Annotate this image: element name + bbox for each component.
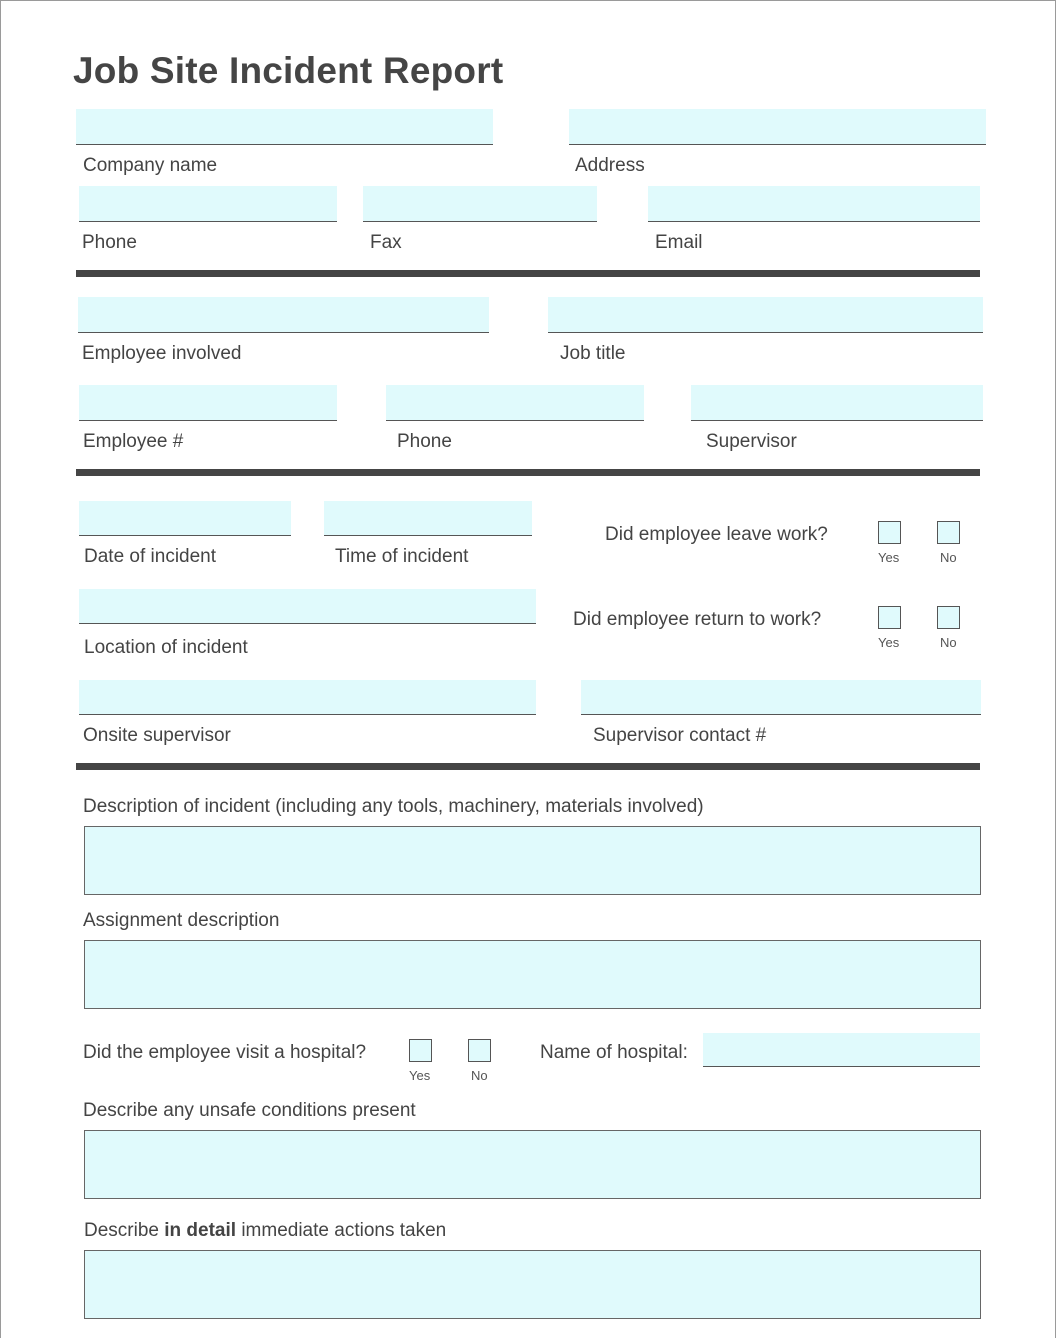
form-title: Job Site Incident Report (73, 50, 504, 91)
hospital-no-checkbox[interactable] (468, 1039, 491, 1062)
section-divider-3 (76, 763, 980, 770)
description-textarea[interactable] (84, 826, 981, 895)
actions-taken-textarea[interactable] (84, 1250, 981, 1319)
supervisor-field[interactable] (691, 385, 983, 421)
address-label: Address (575, 155, 645, 176)
employee-number-label: Employee # (83, 431, 184, 452)
return-work-yes-label: Yes (878, 635, 900, 650)
address-field[interactable] (569, 109, 986, 145)
location-of-incident-field[interactable] (79, 589, 536, 624)
company-phone-label: Phone (82, 232, 137, 253)
supervisor-label: Supervisor (706, 431, 797, 452)
assignment-label: Assignment description (83, 910, 280, 931)
location-of-incident-label: Location of incident (84, 637, 248, 658)
company-name-field[interactable] (76, 109, 493, 145)
actions-emphasis: in detail (164, 1220, 237, 1241)
leave-work-yes-checkbox[interactable] (878, 521, 901, 544)
employee-number-field[interactable] (79, 385, 337, 421)
company-phone-field[interactable] (79, 186, 337, 222)
section-divider-1 (76, 270, 980, 277)
return-work-no-checkbox[interactable] (937, 606, 960, 629)
time-of-incident-label: Time of incident (335, 546, 469, 567)
date-of-incident-field[interactable] (79, 501, 291, 536)
email-field[interactable] (648, 186, 980, 222)
onsite-supervisor-label: Onsite supervisor (83, 725, 231, 746)
job-title-label: Job title (560, 343, 626, 364)
actions-taken-label (84, 1221, 446, 1240)
supervisor-contact-field[interactable] (581, 680, 981, 715)
section-divider-2 (76, 469, 980, 476)
return-work-question: Did employee return to work? (573, 609, 822, 630)
employee-involved-field[interactable] (78, 297, 489, 333)
description-label: Description of incident (including any tools, machinery, materials involved) (83, 796, 704, 817)
hospital-yes-label: Yes (409, 1068, 431, 1083)
actions-prefix: Describe (84, 1220, 165, 1241)
return-work-no-label: No (940, 635, 957, 650)
company-name-label: Company name (83, 155, 218, 176)
fax-label: Fax (370, 232, 402, 253)
fax-field[interactable] (363, 186, 597, 222)
leave-work-no-checkbox[interactable] (937, 521, 960, 544)
actions-suffix: immediate actions taken (236, 1220, 447, 1241)
hospital-name-field[interactable] (703, 1033, 980, 1067)
hospital-no-label: No (471, 1068, 488, 1083)
date-of-incident-label: Date of incident (84, 546, 217, 567)
employee-involved-label: Employee involved (82, 343, 242, 364)
supervisor-contact-label: Supervisor contact # (593, 725, 767, 746)
assignment-textarea[interactable] (84, 940, 981, 1009)
hospital-question: Did the employee visit a hospital? (83, 1042, 367, 1063)
employee-phone-field[interactable] (386, 385, 644, 421)
job-title-field[interactable] (548, 297, 983, 333)
leave-work-no-label: No (940, 550, 957, 565)
time-of-incident-field[interactable] (324, 501, 532, 536)
leave-work-yes-label: Yes (878, 550, 900, 565)
email-label: Email (655, 232, 703, 253)
onsite-supervisor-field[interactable] (79, 680, 536, 715)
unsafe-conditions-textarea[interactable] (84, 1130, 981, 1199)
employee-phone-label: Phone (397, 431, 452, 452)
leave-work-question: Did employee leave work? (605, 524, 828, 545)
return-work-yes-checkbox[interactable] (878, 606, 901, 629)
hospital-name-label: Name of hospital: (540, 1042, 688, 1063)
unsafe-conditions-label: Describe any unsafe conditions present (83, 1100, 416, 1121)
hospital-yes-checkbox[interactable] (409, 1039, 432, 1062)
